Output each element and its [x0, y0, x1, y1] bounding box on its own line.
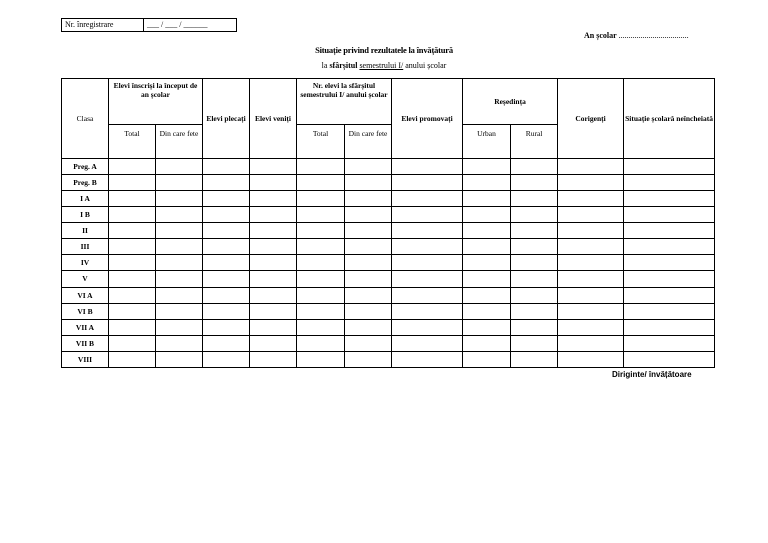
row-class-label: Preg. B: [62, 175, 109, 191]
table-row: [62, 287, 715, 303]
table-cell[interactable]: [250, 351, 297, 367]
table-cell[interactable]: [624, 319, 715, 335]
table-cell[interactable]: [203, 255, 250, 271]
table-row: [62, 351, 715, 367]
table-cell[interactable]: [109, 207, 156, 223]
table-cell[interactable]: [558, 159, 624, 175]
table-cell[interactable]: [558, 271, 624, 287]
table-cell[interactable]: [109, 351, 156, 367]
table-cell[interactable]: [156, 271, 203, 287]
subtitle-prefix: la: [321, 61, 328, 70]
table-cell[interactable]: [463, 351, 511, 367]
table-cell[interactable]: [392, 159, 463, 175]
registration-box: [61, 18, 237, 32]
registration-label: Nr. înregistrare: [62, 19, 144, 31]
table-cell[interactable]: [345, 175, 392, 191]
table-cell[interactable]: [156, 319, 203, 335]
table-cell[interactable]: [624, 239, 715, 255]
table-cell[interactable]: [156, 207, 203, 223]
subheader-total: Total: [297, 125, 345, 159]
table-cell[interactable]: [250, 223, 297, 239]
table-cell[interactable]: [345, 351, 392, 367]
table-cell[interactable]: [109, 271, 156, 287]
table-cell[interactable]: [297, 159, 345, 175]
table-cell[interactable]: [558, 351, 624, 367]
table-cell[interactable]: [392, 191, 463, 207]
table-cell[interactable]: [156, 303, 203, 319]
table-cell[interactable]: [345, 319, 392, 335]
table-cell[interactable]: [463, 271, 511, 287]
table-cell[interactable]: [511, 335, 558, 351]
table-cell[interactable]: [511, 319, 558, 335]
table-cell[interactable]: [203, 271, 250, 287]
table-cell[interactable]: [392, 255, 463, 271]
table-cell[interactable]: [558, 207, 624, 223]
table-cell[interactable]: [156, 255, 203, 271]
table-cell[interactable]: [156, 159, 203, 175]
table-cell[interactable]: [345, 255, 392, 271]
table-cell[interactable]: [558, 319, 624, 335]
table-cell[interactable]: [624, 191, 715, 207]
table-cell[interactable]: [463, 175, 511, 191]
table-cell[interactable]: [297, 271, 345, 287]
row-class-label: I B: [62, 207, 109, 223]
table-body: [62, 159, 715, 368]
table-cell[interactable]: [250, 255, 297, 271]
table-cell[interactable]: [624, 287, 715, 303]
table-cell[interactable]: [297, 207, 345, 223]
table-cell[interactable]: [250, 207, 297, 223]
table-cell[interactable]: [463, 239, 511, 255]
table-cell[interactable]: [463, 191, 511, 207]
row-class-label: VIII: [62, 351, 109, 367]
table-cell[interactable]: [511, 287, 558, 303]
table-cell[interactable]: [345, 159, 392, 175]
school-year-field[interactable]: ...................................: [618, 31, 689, 40]
table-cell[interactable]: [511, 271, 558, 287]
row-class-label: III: [62, 239, 109, 255]
table-cell[interactable]: [624, 351, 715, 367]
table-cell[interactable]: [624, 175, 715, 191]
table-cell[interactable]: [250, 175, 297, 191]
table-cell[interactable]: [392, 239, 463, 255]
table-cell[interactable]: [511, 191, 558, 207]
table-cell[interactable]: [250, 319, 297, 335]
table-cell[interactable]: [558, 287, 624, 303]
table-cell[interactable]: [297, 351, 345, 367]
table-row: [62, 159, 715, 175]
subtitle-suffix: anului școlar: [405, 61, 447, 70]
table-cell[interactable]: [250, 335, 297, 351]
table-cell[interactable]: [392, 335, 463, 351]
header-promovati: Elevi promovați: [392, 79, 463, 159]
table-cell[interactable]: [558, 175, 624, 191]
table-cell[interactable]: [558, 239, 624, 255]
table-cell[interactable]: [558, 303, 624, 319]
table-cell[interactable]: [156, 191, 203, 207]
table-cell[interactable]: [109, 223, 156, 239]
table-cell[interactable]: [203, 159, 250, 175]
table-cell[interactable]: [109, 335, 156, 351]
table-cell[interactable]: [156, 351, 203, 367]
table-row: [62, 303, 715, 319]
row-class-label: I A: [62, 191, 109, 207]
table-cell[interactable]: [297, 175, 345, 191]
table-cell[interactable]: [250, 271, 297, 287]
table-cell[interactable]: [203, 287, 250, 303]
row-class-label: VII A: [62, 319, 109, 335]
table-cell[interactable]: [392, 351, 463, 367]
table-cell[interactable]: [392, 287, 463, 303]
subheader-din-care-fete: Din care fete: [345, 125, 392, 159]
header-inscrisi: Elevi înscriși la început de an școlar: [109, 79, 203, 125]
table-cell[interactable]: [511, 207, 558, 223]
table-cell[interactable]: [511, 159, 558, 175]
table-cell[interactable]: [109, 319, 156, 335]
table-cell[interactable]: [156, 223, 203, 239]
table-cell[interactable]: [624, 207, 715, 223]
table-cell[interactable]: [463, 303, 511, 319]
table-cell[interactable]: [203, 335, 250, 351]
row-class-label: VI A: [62, 287, 109, 303]
table-row: [62, 271, 715, 287]
table-row: [62, 255, 715, 271]
subheader-total: Total: [109, 125, 156, 159]
table-cell[interactable]: [203, 223, 250, 239]
table-cell[interactable]: [156, 175, 203, 191]
table-cell[interactable]: [624, 255, 715, 271]
table-cell[interactable]: [511, 223, 558, 239]
table-row: [62, 223, 715, 239]
table-cell[interactable]: [558, 191, 624, 207]
table-cell[interactable]: [109, 239, 156, 255]
table-row: [62, 175, 715, 191]
subheader-urban: Urban: [463, 125, 511, 159]
table-cell[interactable]: [297, 223, 345, 239]
table-cell[interactable]: [109, 191, 156, 207]
table-cell[interactable]: [345, 239, 392, 255]
row-class-label: V: [62, 271, 109, 287]
table-cell[interactable]: [203, 351, 250, 367]
table-cell[interactable]: [392, 223, 463, 239]
table-cell[interactable]: [463, 335, 511, 351]
table-cell[interactable]: [109, 303, 156, 319]
table-cell[interactable]: [250, 303, 297, 319]
table-cell[interactable]: [345, 287, 392, 303]
table-cell[interactable]: [511, 303, 558, 319]
table-cell[interactable]: [463, 159, 511, 175]
table-cell[interactable]: [250, 287, 297, 303]
table-cell[interactable]: [624, 159, 715, 175]
table-cell[interactable]: [345, 271, 392, 287]
table-cell[interactable]: [511, 175, 558, 191]
header-clasa: Clasa: [62, 79, 109, 159]
table-cell[interactable]: [463, 255, 511, 271]
subtitle-bold: sfârșitul: [329, 61, 358, 70]
header-neincheiata: Situație școlară neîncheiată: [624, 79, 715, 159]
results-table: [61, 78, 715, 368]
table-cell[interactable]: [392, 303, 463, 319]
table-cell[interactable]: [345, 223, 392, 239]
subheader-rural: Rural: [511, 125, 558, 159]
table-cell[interactable]: [345, 207, 392, 223]
table-cell[interactable]: [297, 191, 345, 207]
table-cell[interactable]: [558, 255, 624, 271]
subheader-din-care-fete: Din care fete: [156, 125, 203, 159]
table-cell[interactable]: [392, 271, 463, 287]
table-row: [62, 335, 715, 351]
table-cell[interactable]: [392, 319, 463, 335]
header-corigenti: Corigenți: [558, 79, 624, 159]
table-cell[interactable]: [345, 335, 392, 351]
header-plecati: Elevi plecați: [203, 79, 250, 159]
registration-number-field[interactable]: ___ / ___ / ______: [147, 20, 208, 29]
table-cell[interactable]: [463, 223, 511, 239]
table-cell[interactable]: [109, 287, 156, 303]
table-cell[interactable]: [511, 255, 558, 271]
table-cell[interactable]: [463, 319, 511, 335]
school-year-label: An școlar: [584, 31, 617, 40]
table-cell[interactable]: [203, 175, 250, 191]
signature-label: Diriginte/ învățătoare: [612, 370, 692, 379]
table-cell[interactable]: [109, 255, 156, 271]
table-cell[interactable]: [511, 351, 558, 367]
table-cell[interactable]: [156, 335, 203, 351]
header-resedinta: Reședința: [463, 79, 558, 125]
row-class-label: VI B: [62, 303, 109, 319]
table-cell[interactable]: [345, 303, 392, 319]
table-cell[interactable]: [558, 223, 624, 239]
table-cell[interactable]: [297, 239, 345, 255]
table-cell[interactable]: [203, 207, 250, 223]
table-cell[interactable]: [463, 207, 511, 223]
table-cell[interactable]: [558, 335, 624, 351]
table-row: [62, 319, 715, 335]
table-cell[interactable]: [156, 239, 203, 255]
table-cell[interactable]: [250, 159, 297, 175]
table-cell[interactable]: [624, 271, 715, 287]
table-row: [62, 207, 715, 223]
school-year: [584, 31, 689, 40]
table-cell[interactable]: [109, 175, 156, 191]
table-cell[interactable]: [297, 319, 345, 335]
table-cell[interactable]: [297, 287, 345, 303]
row-class-label: VII B: [62, 335, 109, 351]
header-sfarsit: Nr. elevi la sfârșitul semestrului I/ anului școlar: [297, 79, 392, 125]
table-cell[interactable]: [203, 303, 250, 319]
subtitle-underlined: semestrului I/: [359, 61, 404, 70]
table-cell[interactable]: [250, 239, 297, 255]
table-cell[interactable]: [297, 255, 345, 271]
table-cell[interactable]: [392, 207, 463, 223]
table-cell[interactable]: [511, 239, 558, 255]
table-cell[interactable]: [156, 287, 203, 303]
table-cell[interactable]: [624, 303, 715, 319]
table-cell[interactable]: [624, 223, 715, 239]
row-class-label: IV: [62, 255, 109, 271]
table-cell[interactable]: [297, 303, 345, 319]
table-cell[interactable]: [463, 287, 511, 303]
table-cell[interactable]: [624, 335, 715, 351]
document-subtitle: [0, 61, 768, 70]
header-veniti: Elevi veniți: [250, 79, 297, 159]
table-cell[interactable]: [109, 159, 156, 175]
table-cell[interactable]: [203, 319, 250, 335]
table-row: [62, 239, 715, 255]
table-cell[interactable]: [345, 191, 392, 207]
row-class-label: II: [62, 223, 109, 239]
table-cell[interactable]: [297, 335, 345, 351]
table-cell[interactable]: [203, 191, 250, 207]
table-row: [62, 191, 715, 207]
table-cell[interactable]: [250, 191, 297, 207]
row-class-label: Preg. A: [62, 159, 109, 175]
table-cell[interactable]: [203, 239, 250, 255]
document-title: Situație privind rezultatele la învățătură: [315, 45, 453, 55]
table-cell[interactable]: [392, 175, 463, 191]
